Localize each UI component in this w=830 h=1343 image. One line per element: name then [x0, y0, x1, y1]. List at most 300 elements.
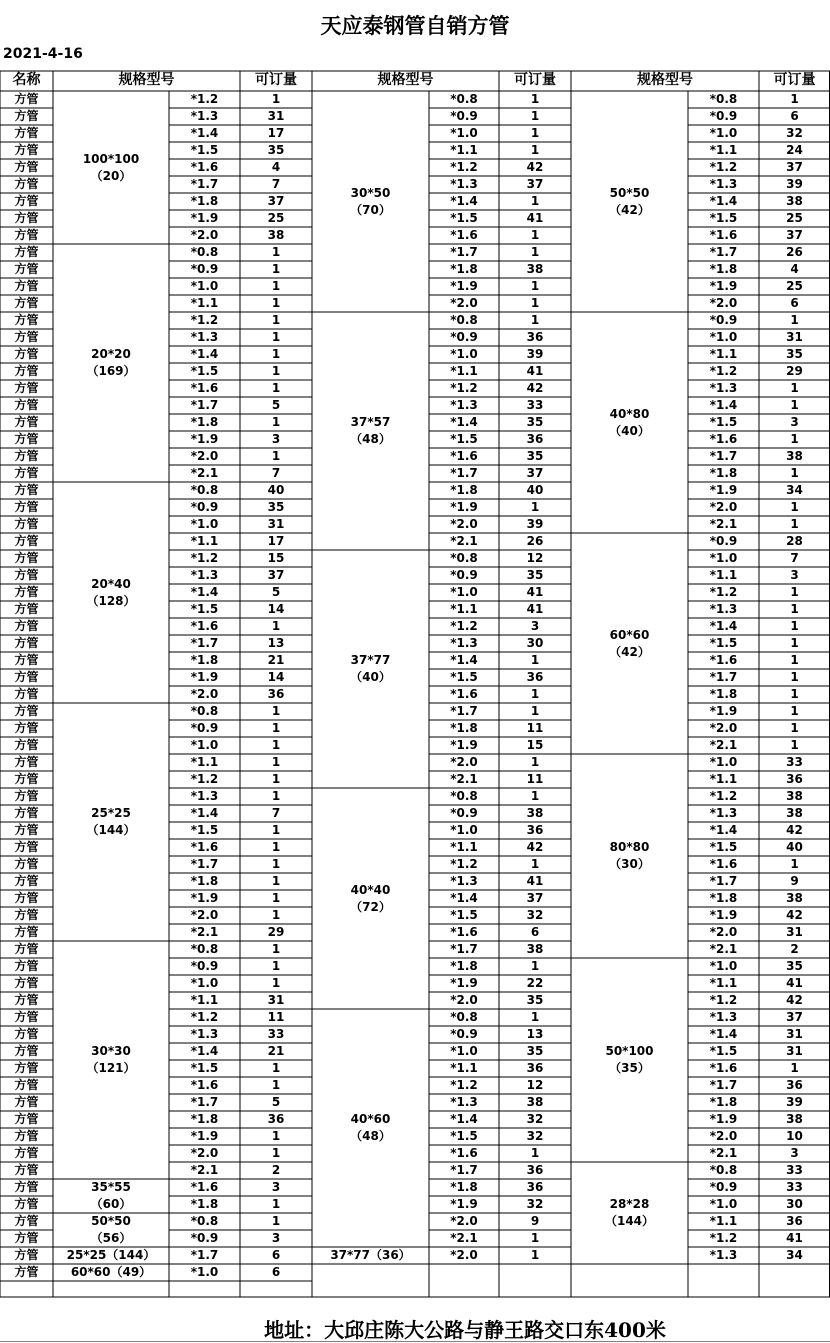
thickness-cell: *0.9	[709, 1180, 738, 1194]
qty-cell: 41	[786, 976, 803, 990]
qty-cell: 1	[271, 1061, 281, 1075]
thickness-cell: *1.0	[709, 1197, 738, 1211]
row-name: 方管	[14, 551, 39, 565]
spec-group-label	[53, 576, 169, 610]
qty-cell: 1	[271, 976, 281, 990]
thickness-cell: *1.8	[450, 483, 478, 497]
spec-size: 20*40	[91, 576, 131, 591]
qty-cell: 1	[530, 279, 540, 293]
thickness-cell: *1.9	[190, 432, 219, 446]
qty-cell: 25	[267, 211, 285, 225]
thickness-cell: *1.5	[709, 211, 738, 225]
thickness-cell: *1.8	[450, 1180, 478, 1194]
row-name: 方管	[14, 109, 39, 123]
qty-cell: 37	[267, 568, 285, 582]
qty-cell: 1	[271, 92, 281, 106]
qty-cell: 25	[786, 211, 803, 225]
thickness-cell: *1.9	[190, 211, 219, 225]
qty-cell: 32	[526, 908, 544, 922]
thickness-cell: *1.4	[709, 398, 738, 412]
thickness-cell: *1.0	[709, 330, 738, 344]
qty-cell: 42	[526, 840, 544, 854]
thickness-cell: *1.2	[450, 1078, 478, 1092]
qty-cell: 38	[786, 891, 803, 905]
row-name: 方管	[14, 1044, 39, 1058]
thickness-cell: *2.0	[190, 687, 219, 701]
thickness-cell: *1.7	[190, 857, 219, 871]
thickness-cell: *0.8	[190, 1214, 219, 1228]
header-qty: 可订量	[773, 72, 816, 88]
row-name: 方管	[14, 1146, 39, 1160]
qty-cell: 12	[526, 1078, 544, 1092]
thickness-cell: *1.3	[190, 330, 219, 344]
thickness-cell: *1.2	[190, 92, 219, 106]
qty-cell: 7	[271, 466, 281, 480]
thickness-cell: *1.8	[709, 262, 738, 276]
thickness-cell: *1.1	[450, 143, 478, 157]
row-name: 方管	[14, 925, 39, 939]
row-name: 方管	[14, 891, 39, 905]
thickness-cell: *1.2	[709, 160, 738, 174]
thickness-cell: *1.1	[709, 143, 738, 157]
thickness-cell: *1.7	[709, 245, 738, 259]
thickness-cell: *0.8	[190, 942, 219, 956]
qty-cell: 6	[271, 1265, 281, 1279]
thickness-cell: *2.1	[450, 1231, 478, 1245]
thickness-cell: *1.1	[450, 1061, 478, 1075]
thickness-cell: *1.0	[709, 959, 738, 973]
spec-group-label	[53, 805, 169, 839]
spec-group-label	[571, 185, 688, 219]
thickness-cell: *0.9	[709, 313, 738, 327]
thickness-cell: *2.0	[450, 296, 478, 310]
row-name: 方管	[14, 262, 39, 276]
thickness-cell: *2.0	[450, 755, 478, 769]
thickness-cell: *1.3	[709, 381, 738, 395]
qty-cell: 7	[790, 551, 799, 565]
thickness-cell: *1.8	[190, 194, 219, 208]
qty-cell: 36	[267, 687, 285, 701]
qty-cell: 10	[786, 1129, 803, 1143]
qty-cell: 36	[526, 1061, 544, 1075]
thickness-cell: *1.7	[190, 1248, 219, 1262]
thickness-cell: *1.8	[190, 1197, 219, 1211]
thickness-cell: *1.9	[450, 500, 478, 514]
thickness-cell: *2.1	[709, 517, 738, 531]
spec-group-label	[53, 1213, 169, 1247]
qty-cell: 37	[786, 228, 803, 242]
qty-cell: 41	[526, 364, 544, 378]
thickness-cell: *1.9	[450, 1197, 478, 1211]
qty-cell: 3	[790, 415, 799, 429]
thickness-cell: *1.2	[709, 1231, 738, 1245]
qty-cell: 38	[526, 942, 544, 956]
qty-cell: 3	[271, 1180, 281, 1194]
thickness-cell: *1.3	[190, 109, 219, 123]
qty-cell: 1	[271, 755, 281, 769]
qty-cell: 15	[526, 738, 544, 752]
qty-cell: 17	[267, 126, 285, 140]
spec-group-label	[53, 1264, 169, 1281]
spec-group-label	[53, 1247, 169, 1264]
row-name: 方管	[14, 126, 39, 140]
qty-cell: 11	[526, 721, 544, 735]
header-qty: 可订量	[514, 72, 556, 88]
qty-cell: 1	[271, 874, 281, 888]
thickness-cell: *1.4	[190, 1044, 219, 1058]
row-name: 方管	[14, 177, 39, 191]
qty-cell: 42	[786, 908, 803, 922]
row-name: 方管	[14, 449, 39, 463]
header-spec: 规格型号	[377, 72, 434, 88]
qty-cell: 1	[530, 313, 540, 327]
qty-cell: 35	[786, 347, 803, 361]
thickness-cell: *1.3	[190, 568, 219, 582]
spec-count: （128）	[86, 593, 136, 608]
qty-cell: 38	[786, 806, 803, 820]
thickness-cell: *1.2	[190, 551, 219, 565]
qty-cell: 1	[271, 245, 281, 259]
thickness-cell: *1.1	[450, 840, 478, 854]
qty-cell: 37	[267, 194, 285, 208]
thickness-cell: *1.9	[450, 738, 478, 752]
spec-group-label	[571, 839, 688, 873]
qty-cell: 1	[271, 1146, 281, 1160]
qty-cell: 31	[786, 925, 803, 939]
thickness-cell: *2.0	[450, 1248, 478, 1262]
thickness-cell: *2.1	[709, 1146, 738, 1160]
thickness-cell: *1.9	[709, 483, 738, 497]
qty-cell: 36	[526, 670, 544, 684]
qty-cell: 1	[530, 126, 540, 140]
qty-cell: 33	[786, 1180, 803, 1194]
thickness-cell: *2.0	[190, 449, 219, 463]
thickness-cell: *1.6	[190, 160, 219, 174]
thickness-cell: *1.6	[709, 857, 738, 871]
row-name: 方管	[14, 738, 39, 752]
qty-cell: 2	[790, 942, 799, 956]
thickness-cell: *1.2	[709, 364, 738, 378]
thickness-cell: *1.0	[190, 517, 219, 531]
qty-cell: 35	[267, 500, 285, 514]
thickness-cell: *1.7	[450, 1163, 478, 1177]
thickness-cell: *1.1	[190, 993, 219, 1007]
spec-count: （60）	[90, 1197, 132, 1211]
thickness-cell: *2.0	[450, 993, 478, 1007]
qty-cell: 38	[526, 262, 544, 276]
qty-cell: 26	[526, 534, 544, 548]
qty-cell: 1	[790, 704, 799, 718]
qty-cell: 38	[267, 228, 285, 242]
spec-size: 37*77	[350, 653, 391, 667]
qty-cell: 1	[530, 857, 540, 871]
qty-cell: 1	[271, 738, 281, 752]
qty-cell: 26	[786, 245, 803, 259]
spec-count: （42）	[609, 202, 650, 217]
qty-cell: 1	[271, 347, 281, 361]
qty-cell: 1	[530, 1231, 540, 1245]
thickness-cell: *0.8	[190, 483, 219, 497]
thickness-cell: *1.8	[450, 959, 478, 973]
thickness-cell: *1.0	[450, 823, 478, 837]
spec-group-label	[53, 1179, 169, 1213]
thickness-cell: *1.5	[709, 1044, 738, 1058]
thickness-cell: *0.9	[190, 262, 219, 276]
qty-cell: 21	[267, 1044, 285, 1058]
thickness-cell: *1.1	[190, 296, 219, 310]
thickness-cell: *1.7	[709, 1078, 738, 1092]
qty-cell: 1	[271, 313, 281, 327]
qty-cell: 1	[271, 619, 281, 633]
thickness-cell: *1.3	[709, 602, 738, 616]
thickness-cell: *2.1	[190, 466, 219, 480]
qty-cell: 1	[271, 296, 281, 310]
spec-count: （40）	[609, 423, 650, 438]
qty-cell: 1	[530, 687, 540, 701]
thickness-cell: *1.3	[450, 636, 478, 650]
thickness-cell: *1.6	[190, 381, 219, 395]
thickness-cell: *2.1	[450, 534, 478, 548]
thickness-cell: *1.4	[709, 619, 738, 633]
qty-cell: 35	[526, 415, 544, 429]
thickness-cell: *1.6	[450, 449, 478, 463]
spec-count: （35）	[609, 1061, 650, 1075]
row-name: 方管	[14, 857, 39, 871]
qty-cell: 1	[271, 449, 281, 463]
row-name: 方管	[14, 772, 39, 786]
qty-cell: 37	[526, 891, 544, 905]
thickness-cell: *0.8	[190, 245, 219, 259]
qty-cell: 21	[267, 653, 285, 667]
qty-cell: 39	[526, 517, 544, 531]
qty-cell: 1	[790, 398, 799, 412]
qty-cell: 1	[271, 789, 281, 803]
qty-cell: 1	[271, 381, 281, 395]
thickness-cell: *1.0	[190, 279, 219, 293]
spec-size: 40*80	[609, 406, 650, 421]
row-name: 方管	[14, 823, 39, 837]
qty-cell: 7	[271, 177, 281, 191]
spec-group-label	[571, 1043, 688, 1077]
row-name: 方管	[14, 432, 39, 446]
thickness-cell: *2.1	[709, 738, 738, 752]
row-name: 方管	[14, 1231, 39, 1245]
spec-count: （48）	[350, 432, 391, 446]
thickness-cell: *1.2	[709, 993, 738, 1007]
row-name: 方管	[14, 585, 39, 599]
row-name: 方管	[14, 296, 39, 310]
thickness-cell: *2.0	[190, 908, 219, 922]
thickness-cell: *2.0	[709, 721, 738, 735]
thickness-cell: *1.1	[709, 1214, 738, 1228]
spec-group-label	[312, 1111, 429, 1145]
thickness-cell: *1.0	[450, 1044, 478, 1058]
qty-cell: 1	[530, 92, 540, 106]
qty-cell: 40	[267, 483, 285, 497]
thickness-cell: *1.2	[190, 313, 219, 327]
thickness-cell: *1.9	[450, 976, 478, 990]
thickness-cell: *1.1	[709, 772, 738, 786]
thickness-cell: *1.7	[450, 704, 478, 718]
qty-cell: 36	[526, 432, 544, 446]
thickness-cell: *1.3	[709, 1010, 738, 1024]
thickness-cell: *1.5	[709, 636, 738, 650]
thickness-cell: *2.1	[190, 925, 219, 939]
qty-cell: 35	[267, 143, 285, 157]
qty-cell: 1	[271, 942, 281, 956]
thickness-cell: *1.8	[190, 415, 219, 429]
row-name: 方管	[14, 330, 39, 344]
thickness-cell: *1.5	[190, 602, 219, 616]
thickness-cell: *1.1	[709, 347, 738, 361]
thickness-cell: *1.4	[190, 347, 219, 361]
row-name: 方管	[14, 1248, 39, 1262]
thickness-cell: *1.1	[709, 976, 738, 990]
row-name: 方管	[14, 721, 39, 735]
spec-size: 80*80	[609, 840, 650, 854]
spec-count: （169）	[86, 364, 136, 378]
qty-cell: 3	[790, 568, 799, 582]
row-name: 方管	[14, 500, 39, 514]
thickness-cell: *0.9	[450, 330, 478, 344]
qty-cell: 1	[790, 92, 799, 106]
row-name: 方管	[14, 1095, 39, 1109]
thickness-cell: *1.0	[709, 126, 738, 140]
qty-cell: 4	[790, 262, 799, 276]
row-name: 方管	[14, 755, 39, 769]
thickness-cell: *0.8	[450, 789, 478, 803]
row-name: 方管	[14, 670, 39, 684]
qty-cell: 38	[786, 194, 803, 208]
qty-cell: 1	[271, 772, 281, 786]
qty-cell: 34	[786, 483, 803, 497]
thickness-cell: *2.0	[709, 296, 738, 310]
row-name: 方管	[14, 619, 39, 633]
spec-group-label	[312, 882, 429, 916]
thickness-cell: *2.0	[709, 1129, 738, 1143]
thickness-cell: *1.2	[190, 1010, 219, 1024]
thickness-cell: *1.2	[190, 772, 219, 786]
qty-cell: 42	[526, 381, 544, 395]
thickness-cell: *2.0	[190, 1146, 219, 1160]
thickness-cell: *1.9	[709, 279, 738, 293]
spec-count: （30）	[609, 857, 650, 871]
qty-cell: 38	[526, 1095, 544, 1109]
qty-cell: 1	[790, 500, 799, 514]
spec-group-label	[312, 185, 429, 219]
qty-cell: 13	[267, 636, 285, 650]
qty-cell: 1	[271, 262, 281, 276]
thickness-cell: *1.1	[709, 568, 738, 582]
thickness-cell: *1.6	[190, 619, 219, 633]
qty-cell: 35	[526, 568, 544, 582]
qty-cell: 5	[271, 1095, 281, 1109]
row-name: 方管	[14, 959, 39, 973]
thickness-cell: *1.6	[450, 228, 478, 242]
qty-cell: 1	[271, 704, 281, 718]
qty-cell: 1	[790, 857, 799, 871]
qty-cell: 1	[530, 194, 540, 208]
qty-cell: 1	[790, 738, 799, 752]
qty-cell: 36	[526, 823, 544, 837]
qty-cell: 36	[526, 1180, 544, 1194]
thickness-cell: *1.5	[709, 415, 738, 429]
qty-cell: 25	[786, 279, 803, 293]
row-name: 方管	[14, 568, 39, 582]
thickness-cell: *1.5	[709, 840, 738, 854]
thickness-cell: *1.3	[190, 789, 219, 803]
spec-group-label	[571, 1196, 688, 1230]
qty-cell: 36	[786, 1214, 803, 1228]
thickness-cell: *1.5	[450, 908, 478, 922]
row-name: 方管	[14, 228, 39, 242]
thickness-cell: *2.0	[709, 925, 738, 939]
thickness-cell: *2.1	[190, 1163, 219, 1177]
row-name: 方管	[14, 840, 39, 854]
qty-cell: 14	[267, 602, 285, 616]
thickness-cell: *0.9	[450, 1027, 478, 1041]
thickness-cell: *1.7	[190, 636, 219, 650]
thickness-cell: *1.2	[450, 160, 478, 174]
thickness-cell: *1.0	[190, 1265, 219, 1279]
qty-cell: 41	[526, 874, 544, 888]
spec-count: （72）	[350, 899, 391, 914]
thickness-cell: *0.8	[709, 92, 738, 106]
header-name: 名称	[12, 72, 41, 88]
qty-cell: 3	[790, 1146, 799, 1160]
thickness-cell: *0.9	[450, 109, 478, 123]
spec-size: 35*55	[91, 1180, 131, 1194]
row-name: 方管	[14, 976, 39, 990]
qty-cell: 34	[786, 1248, 803, 1262]
qty-cell: 1	[790, 313, 799, 327]
thickness-cell: *1.7	[190, 1095, 219, 1109]
thickness-cell: *1.9	[709, 1112, 738, 1126]
thickness-cell: *1.9	[709, 908, 738, 922]
qty-cell: 1	[271, 1214, 281, 1228]
thickness-cell: *1.9	[190, 1129, 219, 1143]
qty-cell: 2	[271, 1163, 281, 1177]
qty-cell: 1	[530, 296, 540, 310]
spec-size: 60*60	[609, 627, 650, 642]
thickness-cell: *1.7	[450, 466, 478, 480]
qty-cell: 1	[790, 466, 799, 480]
qty-cell: 35	[786, 959, 803, 973]
qty-cell: 35	[526, 449, 544, 463]
row-name: 方管	[14, 245, 39, 259]
row-name: 方管	[14, 194, 39, 208]
row-name: 方管	[14, 1078, 39, 1092]
row-name: 方管	[14, 517, 39, 531]
spec-count: （40）	[350, 670, 391, 684]
qty-cell: 30	[526, 636, 544, 650]
thickness-cell: *1.4	[450, 194, 478, 208]
qty-cell: 38	[786, 449, 803, 463]
row-name: 方管	[14, 1180, 39, 1194]
report-date: 2021-4-16	[3, 46, 83, 62]
row-name: 方管	[14, 1197, 39, 1211]
row-name: 方管	[14, 466, 39, 480]
qty-cell: 37	[526, 177, 544, 191]
qty-cell: 1	[271, 891, 281, 905]
qty-cell: 9	[530, 1214, 540, 1228]
row-name: 方管	[14, 1163, 39, 1177]
thickness-cell: *1.1	[450, 364, 478, 378]
row-name: 方管	[14, 789, 39, 803]
spec-group-label	[53, 1043, 169, 1077]
qty-cell: 40	[786, 840, 803, 854]
page-title: 天应泰钢管自销方管	[320, 13, 510, 38]
